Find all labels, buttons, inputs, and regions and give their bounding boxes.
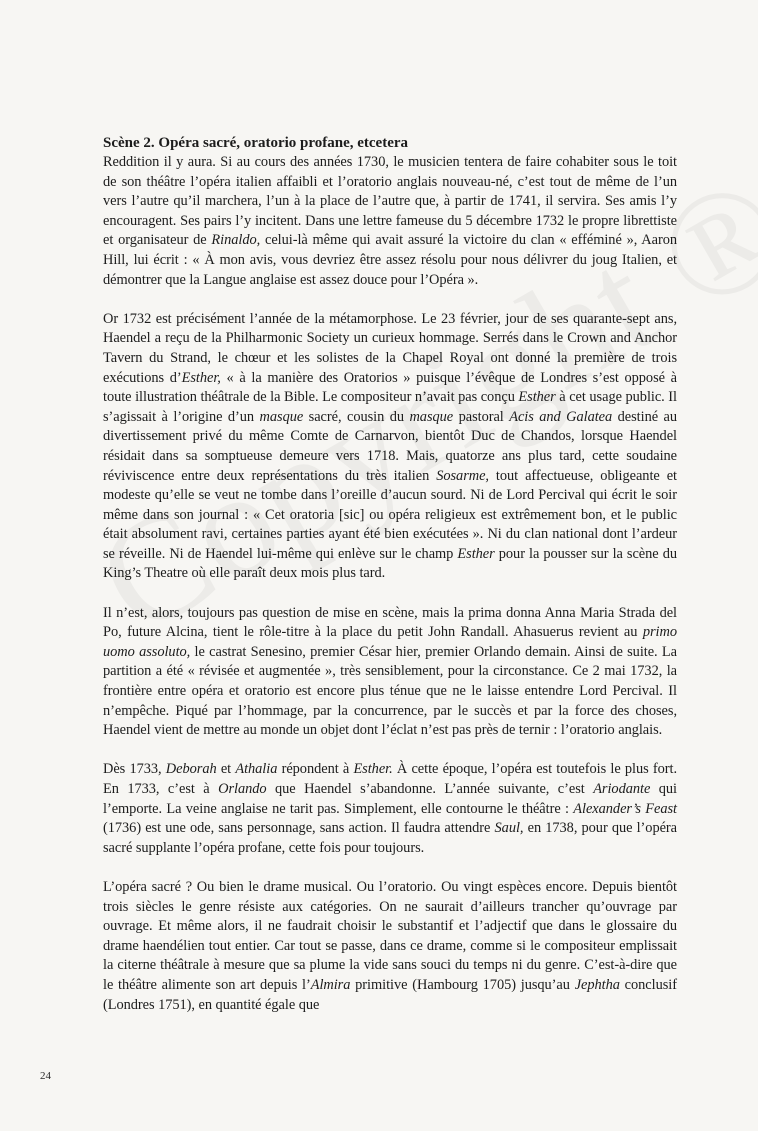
italic-title-run: Esther. <box>353 761 393 778</box>
italic-title-run: Esther <box>518 389 556 406</box>
text-run: le castrat Senesino, premier César hier, premier Orlando demain. Ainsi de suite. La partition a été « révisée et augmentée », très sensiblement, pour la circonstance. Ce 2 mai 1732, la frontière entre opéra et oratorio est encore plus ténue que ne le laisse entendre Lord Percival. Il n’empêche. Piqué par l’hommage, par la concurrence, par le succès et par la force des choses, Haendel vient de mettre au monde un objet dont l’éclat n’est pas près de ternir : l’oratorio anglais. <box>103 643 678 739</box>
text-run: tout affectueuse, obligeante et modeste qu’elle se veut ne tombe dans l’oreille d’aucun sourd. Ni de Lord Percival qui écrit le soir même dans son journal : « Cet oratoria [sic] ou opéra religieux est extrêmement bon, et le public était absolument ravi, certaines parties ayant été bien exécutées ». Ni du clan national dont l’ardeur se réveille. Ni de Haendel lui-même qui enlève sur le champ <box>103 467 677 562</box>
text-run: destiné au divertissement privé du même Comte de Carnarvon, bientôt Duc de Chandos, lorsque Haendel résidait dans sa somptueuse demeure vers 1718. Mais, quatorze ans plus tard, cette soudaine réviviscence entre deux représentations du très italien <box>103 408 677 484</box>
italic-title-run: Alexander’s Feast <box>573 800 677 817</box>
italic-title-run: Sosarme, <box>436 467 489 484</box>
text-run: et <box>216 761 236 778</box>
paragraph-1 <box>103 153 677 290</box>
text-run: pastoral <box>453 408 510 425</box>
italic-title-run: Ariodante <box>593 781 651 797</box>
italic-title-run: Esther <box>457 545 495 562</box>
text-run: à cet usage public. Il s’agissait à l’origine d’un <box>103 389 677 425</box>
text-run: « à la manière des Oratorios » puisque l’évêque de Londres s’est opposé à toute illustration théâtrale de la Bible. Le compositeur n’avait pas conçu <box>103 369 677 406</box>
italic-title-run: Athalia <box>235 761 278 778</box>
italic-title-run: masque <box>259 408 304 425</box>
paragraph-5 <box>103 878 677 1015</box>
text-run: conclusif (Londres 1751), en quantité égale que <box>103 976 677 1013</box>
paragraph-2 <box>103 310 677 584</box>
italic-title-run: Acis and Galatea <box>509 408 613 425</box>
italic-title-run: Orlando <box>218 781 267 797</box>
paragraph-3 <box>103 604 677 741</box>
text-run: L’opéra sacré ? Ou bien le drame musical. Ou l’oratorio. Ou vingt espèces encore. Depuis bientôt trois siècles le genre résiste aux catégories. On ne saurait d’ailleurs trancher qu’ouvrage par ouvrage. Et même alors, il ne faudrait choisir le substantif et l’adjectif que dans le glossaire du drame haendélien tout entier. Car tout se passe, dans ce drame, comme si le compositeur emplissait la citerne théâtrale à mesure que sa plume la vide sans souci du temps ni du genre. C’est-à-dire que le théâtre alimente son art depuis l’ <box>103 878 677 993</box>
page-number: 24 <box>40 1070 51 1082</box>
text-run: pour la pousser sur la scène du King’s Theatre où elle paraît deux mois plus tard. <box>103 545 677 582</box>
text-run: Reddition il y aura. Si au cours des années 1730, le musicien tentera de faire cohabiter sous le toit de son théâtre l’opéra italien affaibli et l’oratorio anglais nouveau-né, c’est tout de même de l’un vers l’autre qu’il marchera, l’un à la place de l’autre que, à partir de 1741, il servira. Ses amis l’y encouragent. Ses pairs l’y incitent. Dans une lettre fameuse du 5 décembre 1732 le propre librettiste et organisateur de <box>103 154 677 249</box>
text-run: À cette époque, l’opéra est toutefois le plus fort. En 1733, c’est à <box>103 761 677 797</box>
text-run: sacré, cousin du <box>303 408 410 425</box>
text-run: Il n’est, alors, toujours pas question de mise en scène, mais la prima donna Anna Maria Strada del Po, future Alcina, tient le rôle-titre à la place du petit John Randall. Ahasuerus revient au <box>103 604 677 641</box>
italic-title-run: masque <box>409 408 454 425</box>
text-run: qui l’emporte. La veine anglaise ne tarit pas. Simplement, elle contourne le théâtre : <box>103 781 677 817</box>
text-run: primitive (Hambourg 1705) jusqu’au <box>350 976 575 993</box>
text-run: Dès 1733, <box>103 761 166 778</box>
italic-title-run: Saul, <box>494 820 524 837</box>
text-run: celui-là même qui avait assuré la victoire du clan « efféminé », Aaron Hill, lui écrit : « À mon avis, vous devriez être assez résolu pour nous délivrer du joug Italien, et démontrer que la Langue anglaise est assez douce pour l’Opéra ». <box>103 232 677 288</box>
text-run: en 1738, pour que l’opéra sacré supplante l’opéra profane, cette fois pour toujours. <box>103 820 678 856</box>
italic-title-run: Deborah <box>165 761 217 778</box>
italic-title-run: primo uomo assoluto, <box>103 624 677 660</box>
italic-title-run: Esther, <box>181 369 221 386</box>
section-heading: Scène 2. Opéra sacré, oratorio profane, etcetera <box>103 135 409 151</box>
italic-title-run: Jephtha <box>574 976 620 993</box>
paragraph-4 <box>103 760 677 858</box>
text-run: Or 1732 est précisément l’année de la métamorphose. Le 23 février, jour de ses quarante-sept ans, Haendel a reçu de la Philharmonic Society un curieux hommage. Serrés dans le Crown and Anchor Tavern du Strand, le chœur et les solistes de la Chapel Royal ont donné la première de trois exécutions d’ <box>103 310 677 386</box>
page-body <box>103 133 677 1035</box>
text-run: répondent à <box>277 761 354 778</box>
text-run: (1736) est une ode, sans personnage, sans action. Il faudra attendre <box>103 820 495 837</box>
italic-title-run: Almira <box>310 976 351 993</box>
italic-title-run: Rinaldo, <box>211 232 261 249</box>
text-run: que Haendel s’abandonne. L’année suivante, c’est <box>266 781 594 797</box>
